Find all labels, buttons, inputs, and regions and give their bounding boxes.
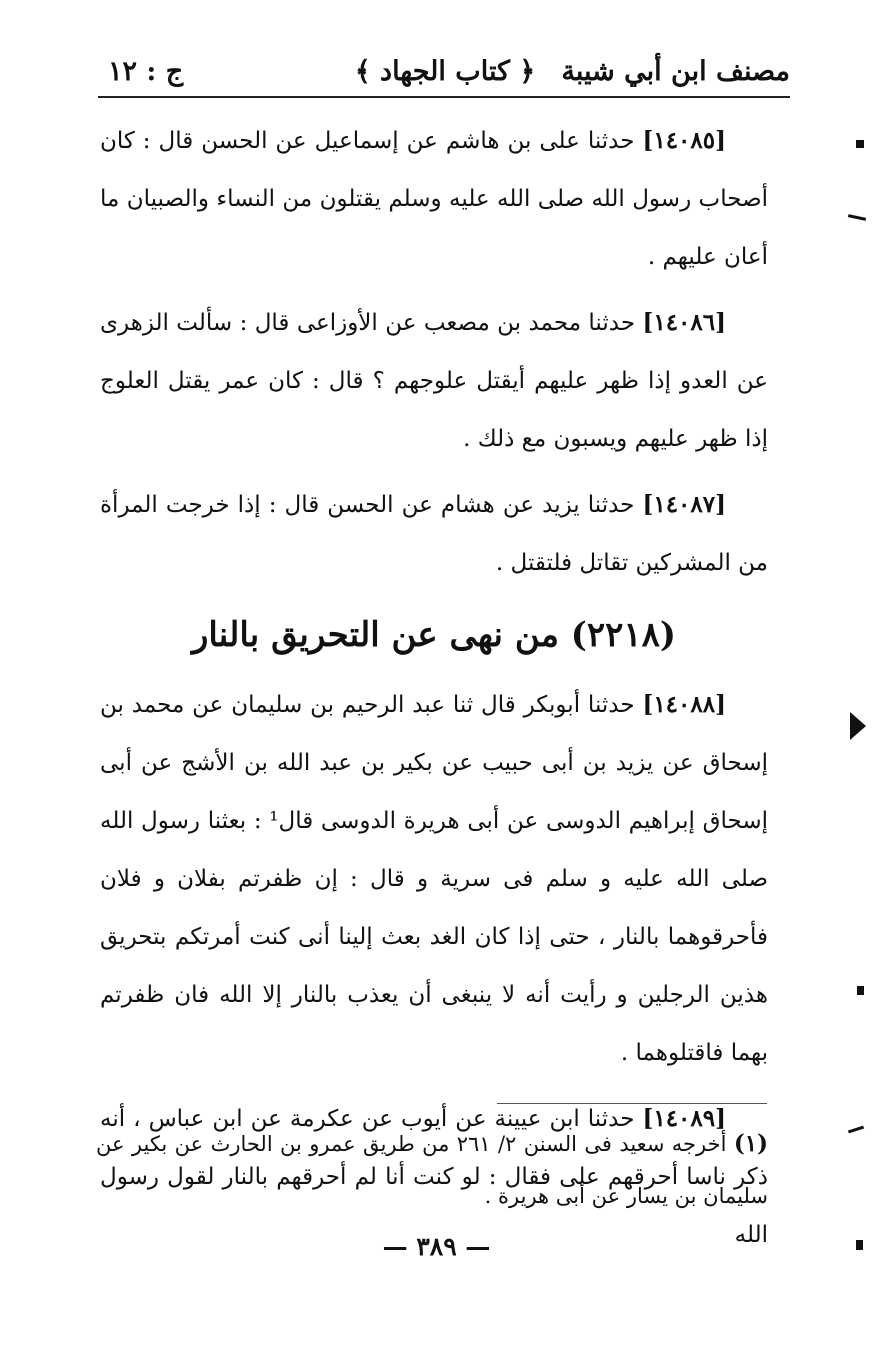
hadith-number: [١٤٠٨٧] bbox=[642, 491, 727, 518]
hadith-paragraph bbox=[100, 676, 768, 1082]
scan-edge-mark bbox=[856, 140, 864, 148]
footnote-marker: (١) bbox=[733, 1130, 768, 1157]
hadith-number: [١٤٠٨٦] bbox=[642, 309, 727, 336]
page-number: — ٣٨٩ — bbox=[382, 1232, 491, 1261]
footnote bbox=[96, 1118, 768, 1222]
hadith-text: حدثنا محمد بن مصعب عن الأوزاعى قال : سألت الزهرى عن العدو إذا ظهر عليهم أيقتل علوجهم ؟ قال : كان عمر يقتل العلوج إذا ظهر عليهم ويسبون مع ذلك . bbox=[100, 310, 768, 452]
scan-edge-mark bbox=[856, 1240, 863, 1250]
hadith-text: حدثنا ابن عيينة عن أيوب عن عكرمة عن ابن عباس ، أنه ذكر ناسا أحرقهم على فقال : لو كنت أنا لم أحرقهم بالنار لقول رسول الله bbox=[100, 1106, 768, 1248]
hadith-number: [١٤٠٨٥] bbox=[642, 127, 727, 154]
hadith-paragraph bbox=[100, 476, 768, 592]
chapter-heading: (٢٢١٨) من نهى عن التحريق بالنار bbox=[192, 615, 676, 655]
footnote-text: أخرجه سعيد فى السنن ٢/ ٢٦١ من طريق عمرو بن الحارث عن بكير عن سليمان بن يسار عن أبى هريرة . bbox=[96, 1132, 768, 1208]
page-header bbox=[100, 52, 790, 96]
page-body bbox=[100, 112, 768, 1272]
section-title: ﴿ كتاب الجهاد ﴾ bbox=[354, 56, 536, 87]
header-rule bbox=[98, 96, 790, 98]
hadith-paragraph bbox=[100, 294, 768, 468]
hadith-text: حدثنا على بن هاشم عن إسماعيل عن الحسن قال : كان أصحاب رسول الله صلى الله عليه وسلم يقتلون من النساء والصبيان ما أعان عليهم . bbox=[100, 128, 768, 270]
hadith-number: [١٤٠٨٨] bbox=[642, 691, 726, 718]
scan-edge-mark bbox=[848, 214, 866, 221]
book-title: مصنف ابن أبي شيبة bbox=[561, 56, 790, 87]
hadith-text: حدثنا أبوبكر قال ثنا عبد الرحيم بن سليمان عن محمد بن إسحاق عن يزيد بن أبى حبيب عن بكير بن عبد الله بن الأشج عن أبى إسحاق إبراهيم الدوسى عن أبى هريرة الدوسى قال¹ : بعثنا رسول الله صلى الله عليه و سلم فى سرية و قال : إن ظفرتم بفلان و فلان فأحرقوهما بالنار ، حتى إذا كان الغد بعث إلينا أنى كنت أمرتكم بتحريق هذين الرجلين و رأيت أنه لا ينبغى أن يعذب بالنار إلا الله فان ظفرتم بهما فاقتلوهما . bbox=[100, 692, 768, 1066]
hadith-text: حدثنا يزيد عن هشام عن الحسن قال : إذا خرجت المرأة من المشركين تقاتل فلتقتل . bbox=[100, 492, 768, 576]
scan-edge-mark bbox=[857, 986, 864, 995]
hadith-number: [١٤٠٨٩] bbox=[642, 1105, 727, 1132]
hadith-paragraph bbox=[100, 112, 768, 286]
volume-number: ج : ١٢ bbox=[108, 56, 184, 87]
scan-edge-mark bbox=[850, 712, 866, 740]
scan-edge-mark bbox=[848, 1126, 864, 1134]
footnote-rule bbox=[497, 1103, 767, 1104]
